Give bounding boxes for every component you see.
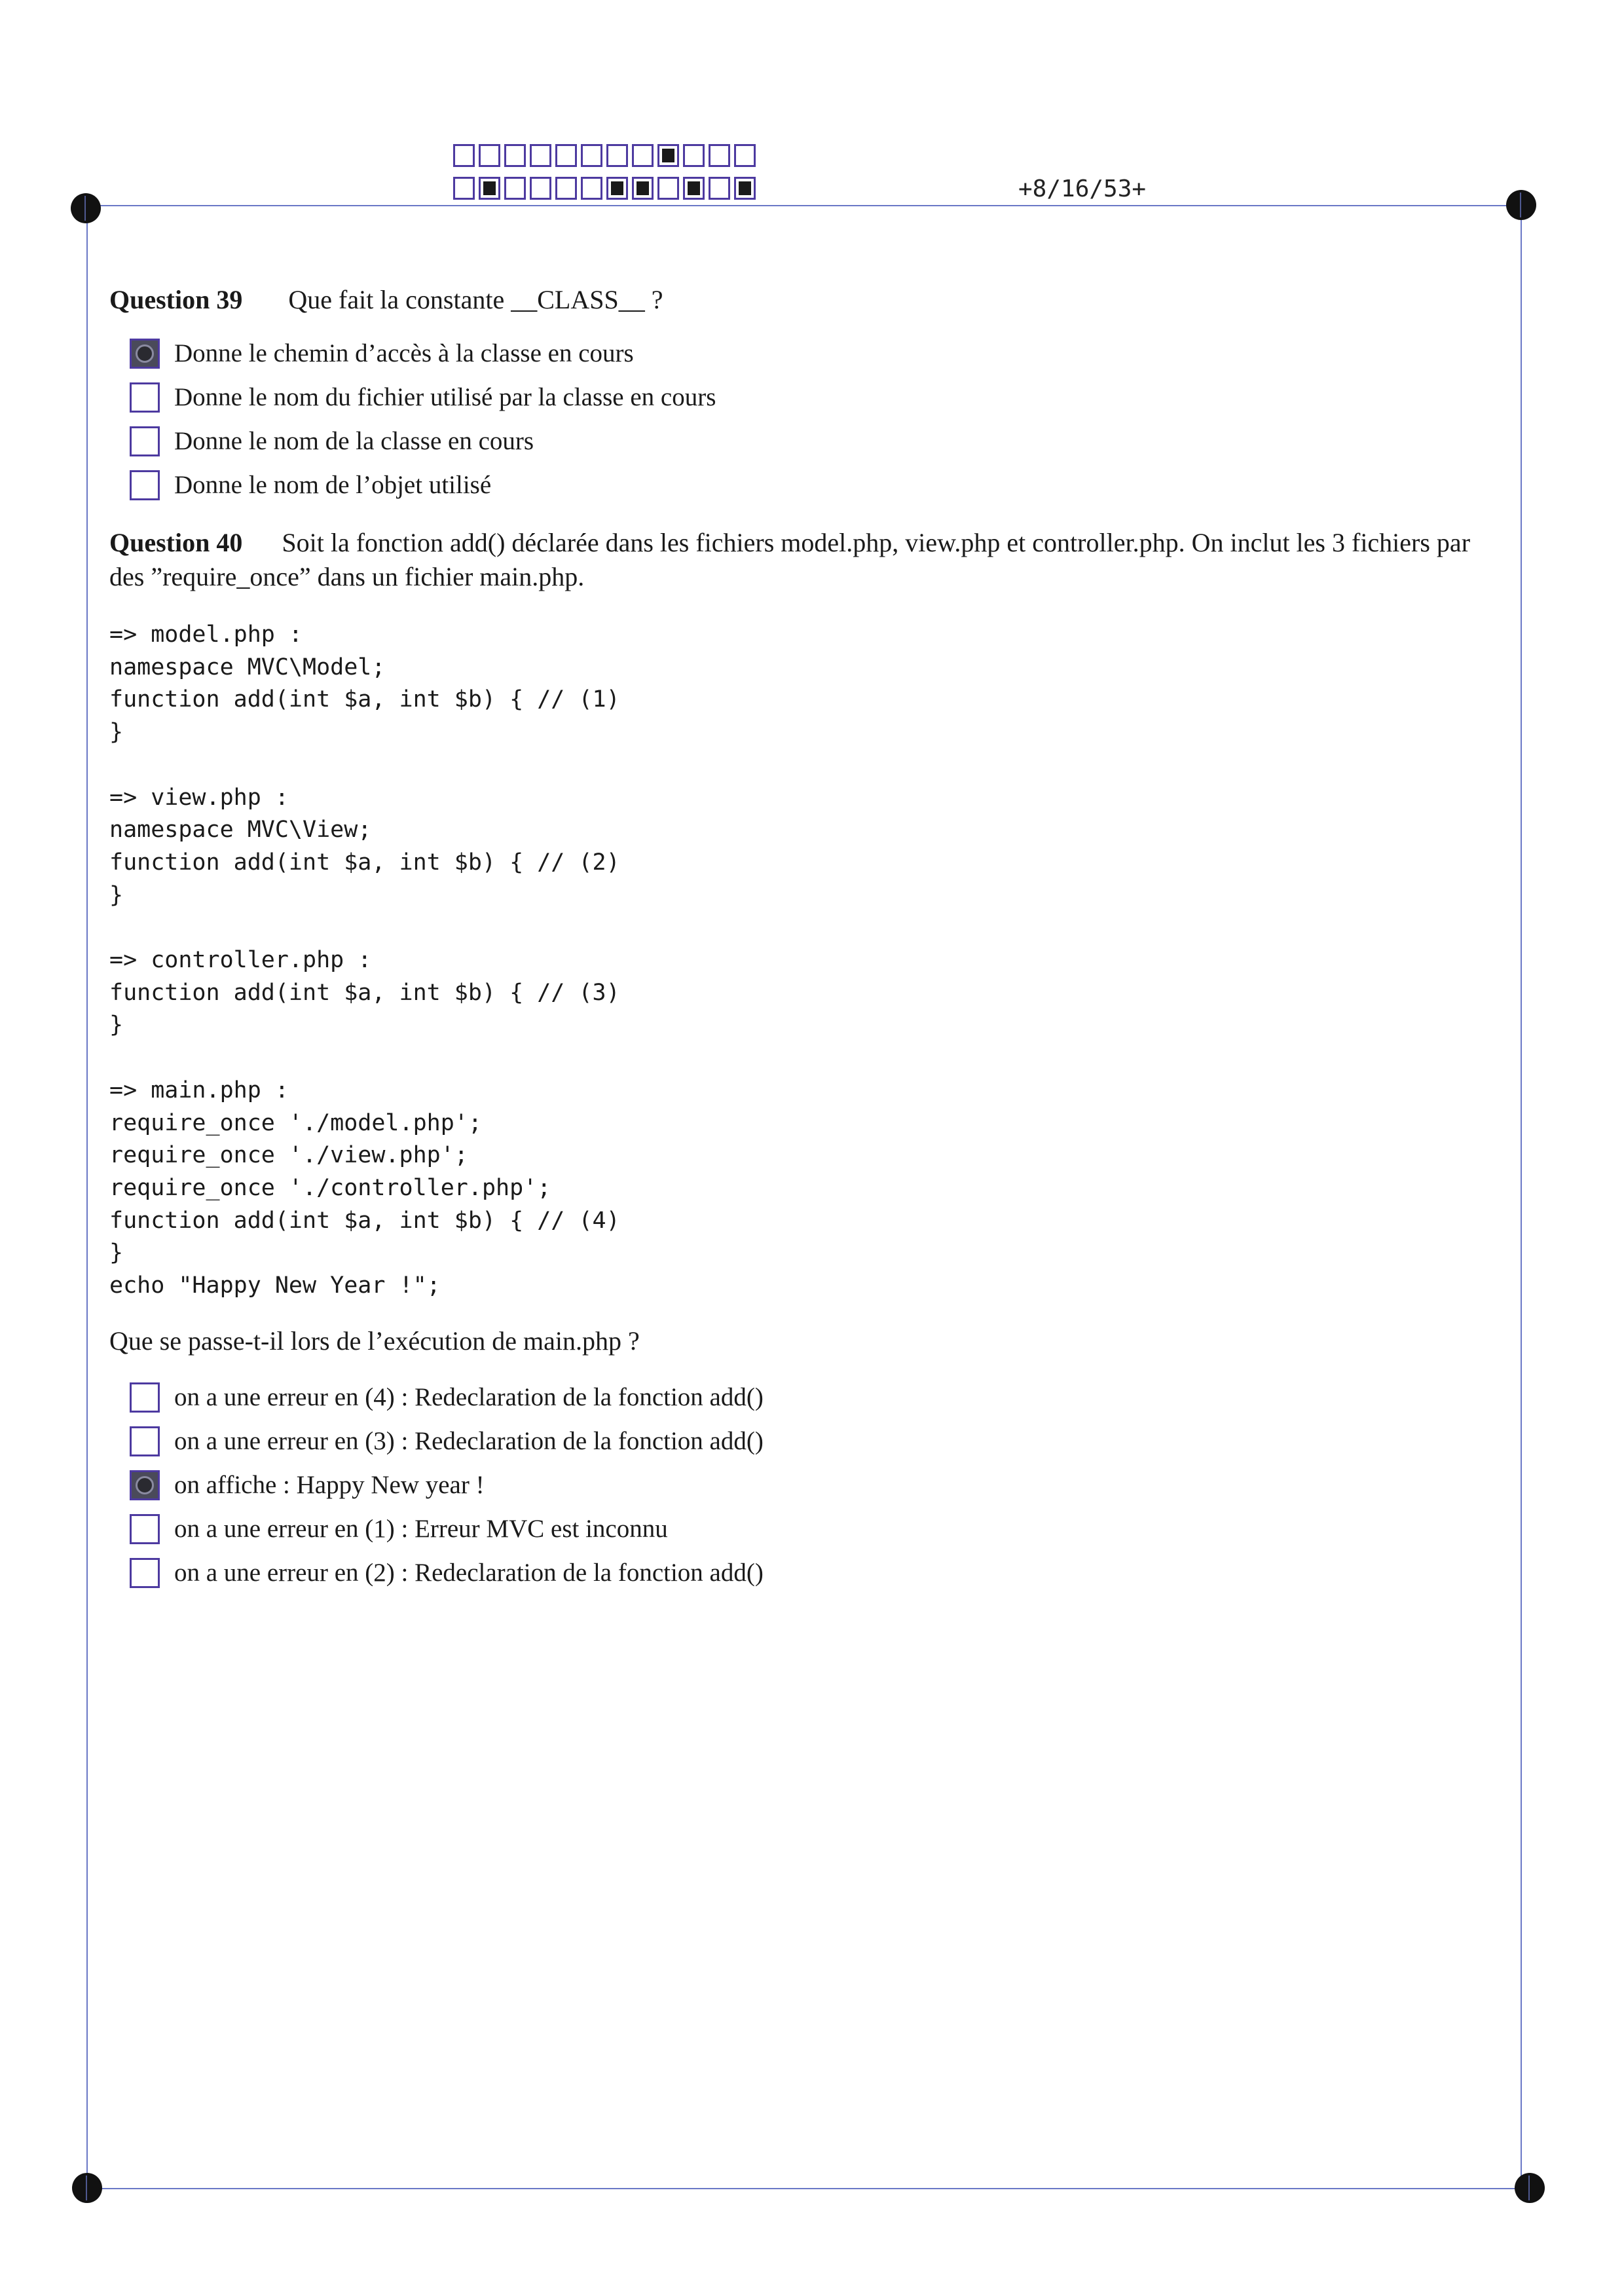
code-line: require_once './model.php'; [109,1109,482,1136]
option-label: Donne le chemin d’accès à la classe en cours [174,339,634,367]
code-line: => view.php : [109,784,289,811]
scan-code-row-1 [453,144,760,167]
code-line: } [109,719,124,746]
scan-code-cell [606,177,628,200]
option-label: on a une erreur en (4) : Redeclaration de la fonction add() [174,1383,764,1411]
q39-option[interactable] [130,331,716,375]
scan-code-cell [530,144,551,167]
code-line: } [109,1240,124,1267]
scan-code-cell [632,144,654,167]
code-line: function add(int $a, int $b) { // (4) [109,1207,620,1234]
question-39-header [109,283,663,317]
scan-code-cell [479,144,500,167]
scan-code-cell [606,144,628,167]
scan-code-cell [709,144,730,167]
scan-code-cell [453,144,475,167]
scan-code-cell [683,144,705,167]
option-label: Donne le nom de la classe en cours [174,427,534,455]
code-line: } [109,881,124,908]
option-label: on a une erreur en (1) : Erreur MVC est inconnu [174,1515,668,1543]
corner-marker-bottom-left [72,2173,102,2203]
scan-code-cell [657,177,679,200]
code-line: => main.php : [109,1077,289,1103]
php-code-listing [109,619,620,1303]
checkbox[interactable] [130,1426,160,1456]
checkbox[interactable] [130,1558,160,1588]
code-line [109,912,620,944]
scan-code-cell [453,177,475,200]
code-line: require_once './controller.php'; [109,1174,551,1201]
code-line: echo "Happy New Year !"; [109,1272,441,1299]
checkbox[interactable] [130,470,160,500]
scan-code-cell [632,177,654,200]
scan-code-row-2 [453,177,760,200]
option-label: on affiche : Happy New year ! [174,1471,485,1499]
checkbox[interactable] [130,382,160,413]
code-line: } [109,1012,124,1039]
checkbox[interactable] [130,1470,160,1500]
code-line: require_once './view.php'; [109,1142,468,1169]
scan-code-cell [504,177,526,200]
option-label: Donne le nom de l’objet utilisé [174,471,492,499]
code-line: function add(int $a, int $b) { // (3) [109,979,620,1006]
q40-option[interactable] [130,1375,764,1419]
code-line [109,1042,620,1075]
scan-code-cell [504,144,526,167]
q40-option[interactable] [130,1507,764,1551]
option-label: Donne le nom du fichier utilisé par la classe en cours [174,383,716,411]
scan-code-cell [734,177,756,200]
checkbox[interactable] [130,1514,160,1544]
code-line: function add(int $a, int $b) { // (1) [109,686,620,713]
q39-option[interactable] [130,463,716,507]
q39-option[interactable] [130,375,716,419]
question-39-text: Que fait la constante __CLASS__ ? [288,285,663,314]
q40-option[interactable] [130,1551,764,1595]
question-40-options [130,1375,764,1595]
code-line [109,749,620,782]
scan-code-cell [555,144,577,167]
scan-code-cell [479,177,500,200]
scan-code-cell [530,177,551,200]
checkbox[interactable] [130,1382,160,1413]
q39-option[interactable] [130,419,716,463]
scan-code-cell [709,177,730,200]
option-label: on a une erreur en (3) : Redeclaration de la fonction add() [174,1427,764,1455]
scan-code-cell [657,144,679,167]
scan-code-cell [581,144,602,167]
question-40-intro: Soit la fonction add() déclarée dans les fichiers model.php, view.php et controller.php. On inclut les 3 fichiers par des ”require_once” dans un fichier main.php. [109,528,1471,591]
code-line: namespace MVC\Model; [109,654,386,680]
question-40-prompt: Que se passe-t-il lors de l’exécution de main.php ? [109,1326,640,1356]
scan-code-cell [734,144,756,167]
q40-option[interactable] [130,1463,764,1507]
question-39-options [130,331,716,507]
corner-marker-top-right [1506,190,1536,220]
checkbox[interactable] [130,426,160,456]
scan-code-cell [683,177,705,200]
code-line: function add(int $a, int $b) { // (2) [109,849,620,876]
scan-code-cell [581,177,602,200]
question-40-number: Question 40 [109,528,243,557]
code-line: namespace MVC\View; [109,817,372,843]
code-line: => controller.php : [109,947,372,974]
corner-marker-top-left [71,193,101,223]
code-line: => model.php : [109,621,303,648]
checkbox[interactable] [130,339,160,369]
question-40-header [109,526,1504,594]
question-39-number: Question 39 [109,285,243,314]
q40-option[interactable] [130,1419,764,1463]
scan-code-cell [555,177,577,200]
option-label: on a une erreur en (2) : Redeclaration de la fonction add() [174,1559,764,1587]
page-identifier: +8/16/53+ [1018,176,1147,202]
corner-marker-bottom-right [1515,2173,1545,2203]
